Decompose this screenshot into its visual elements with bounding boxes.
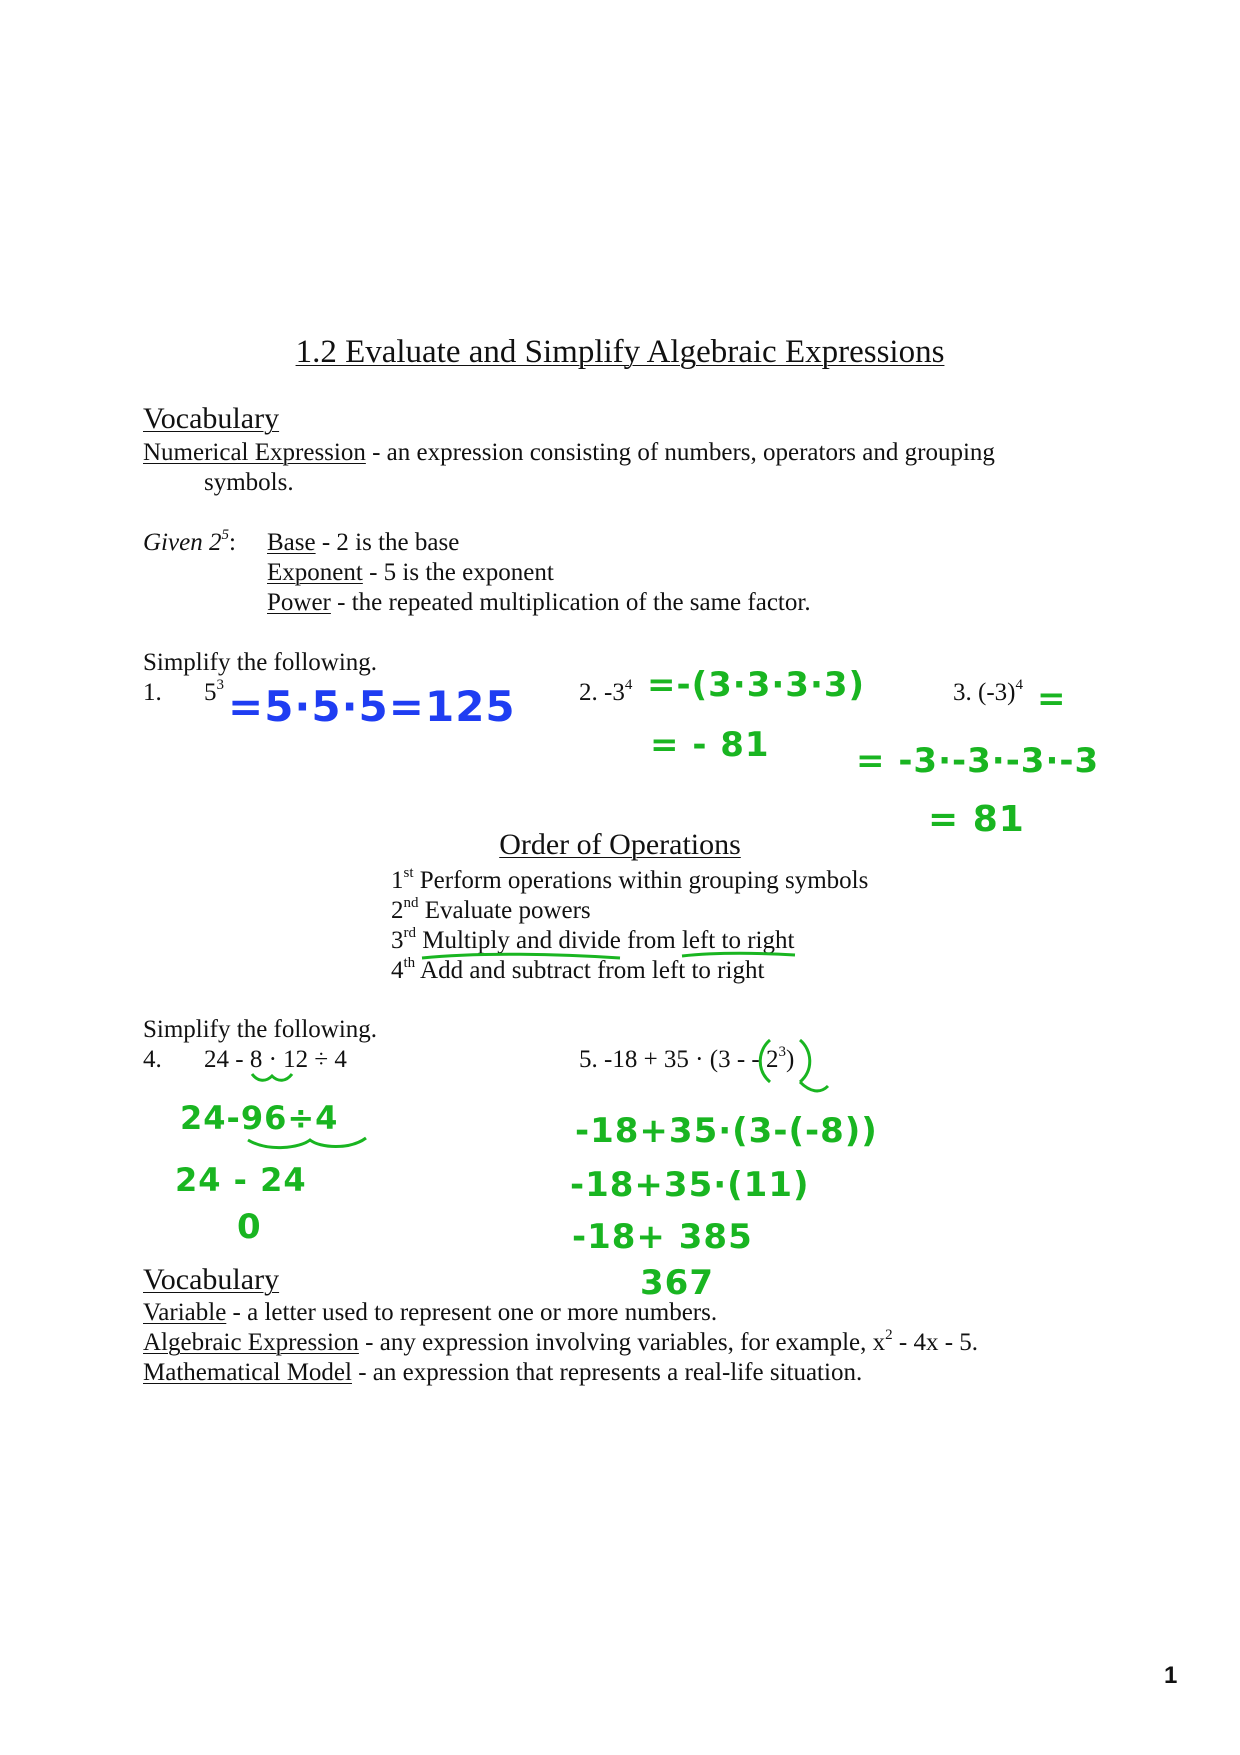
power-definition: Power - the repeated multiplication of the same factor.: [267, 589, 811, 616]
handwritten-answer-5-line-3: -18+ 385: [572, 1217, 753, 1257]
problem-1-expression: $5^3$: [204, 676, 224, 706]
handwritten-answer-3-line-1: =: [1037, 679, 1067, 719]
order-step-3: 3rd Multiply and divide from left to right: [391, 924, 795, 954]
order-step-4: 4th Add and subtract from left to right: [391, 954, 765, 984]
numerical-expression-definition-cont: symbols.: [204, 469, 294, 496]
handwritten-answer-1: =5·5·5=125: [228, 682, 516, 731]
problem-2-expression: 2. $-3^4$: [579, 676, 633, 706]
order-of-operations-heading: Order of Operations: [499, 828, 741, 861]
handwritten-answer-2-line-2: = - 81: [650, 725, 770, 765]
order-step-2: 2nd Evaluate powers: [391, 894, 591, 924]
vocabulary-heading: Vocabulary: [143, 402, 280, 435]
simplify-heading: Simplify the following.: [143, 649, 378, 676]
problem-1-number: 1.: [143, 679, 162, 706]
mathematical-model-definition: Mathematical Model - an expression that represents a real-life situation.: [143, 1359, 863, 1386]
given-label: Given $2^5$:: [143, 526, 236, 556]
problem-4-number: 4.: [143, 1046, 162, 1073]
brace-under-2-cubed: [800, 1082, 828, 1091]
handwritten-answer-5-line-1: -18+35·(3-(-8)): [575, 1111, 878, 1151]
problem-4-expression: 24 - 8 · 12 ÷ 4: [204, 1046, 347, 1073]
handwritten-answer-3-line-3: = 81: [928, 799, 1025, 840]
page-title: 1.2 Evaluate and Simplify Algebraic Expressions: [295, 334, 945, 370]
problem-3-expression: 3. $(-3)^4$: [953, 676, 1023, 706]
exponent-definition: Exponent - 5 is the exponent: [267, 559, 554, 586]
handwritten-answer-5-line-2: -18+35·(11): [570, 1165, 810, 1205]
base-definition: Base - 2 is the base: [267, 529, 460, 556]
handwritten-answer-4-line-2: 24 - 24: [175, 1161, 307, 1199]
numerical-expression-definition: Numerical Expression - an expression consisting of numbers, operators and grouping: [143, 439, 995, 466]
problem-5-expression: 5. -18 + 35 · (3 - - $2^3$): [579, 1043, 795, 1073]
handwritten-answer-2-line-1: =-(3·3·3·3): [647, 665, 866, 705]
page-number: 1: [1164, 1662, 1178, 1689]
brace-under-96-div-4: [248, 1138, 366, 1148]
handwritten-answer-5-line-4: 367: [640, 1263, 714, 1303]
simplify-heading-2: Simplify the following.: [143, 1016, 378, 1043]
order-step-1: 1st Perform operations within grouping symbols: [391, 864, 869, 894]
handwritten-answer-4-line-3: 0: [237, 1207, 262, 1247]
algebraic-expression-definition: Algebraic Expression - any expression involving variables, for example, $x^2 - 4x - 5$.: [143, 1326, 979, 1356]
handwritten-answer-4-line-1: 24-96÷4: [180, 1099, 339, 1137]
vocabulary-heading-2: Vocabulary: [143, 1263, 280, 1296]
numerical-expression-term: Numerical Expression: [143, 439, 366, 466]
variable-definition: Variable - a letter used to represent one or more numbers.: [143, 1299, 718, 1326]
handwritten-answer-3-line-2: = -3·-3·-3·-3: [856, 741, 1100, 781]
